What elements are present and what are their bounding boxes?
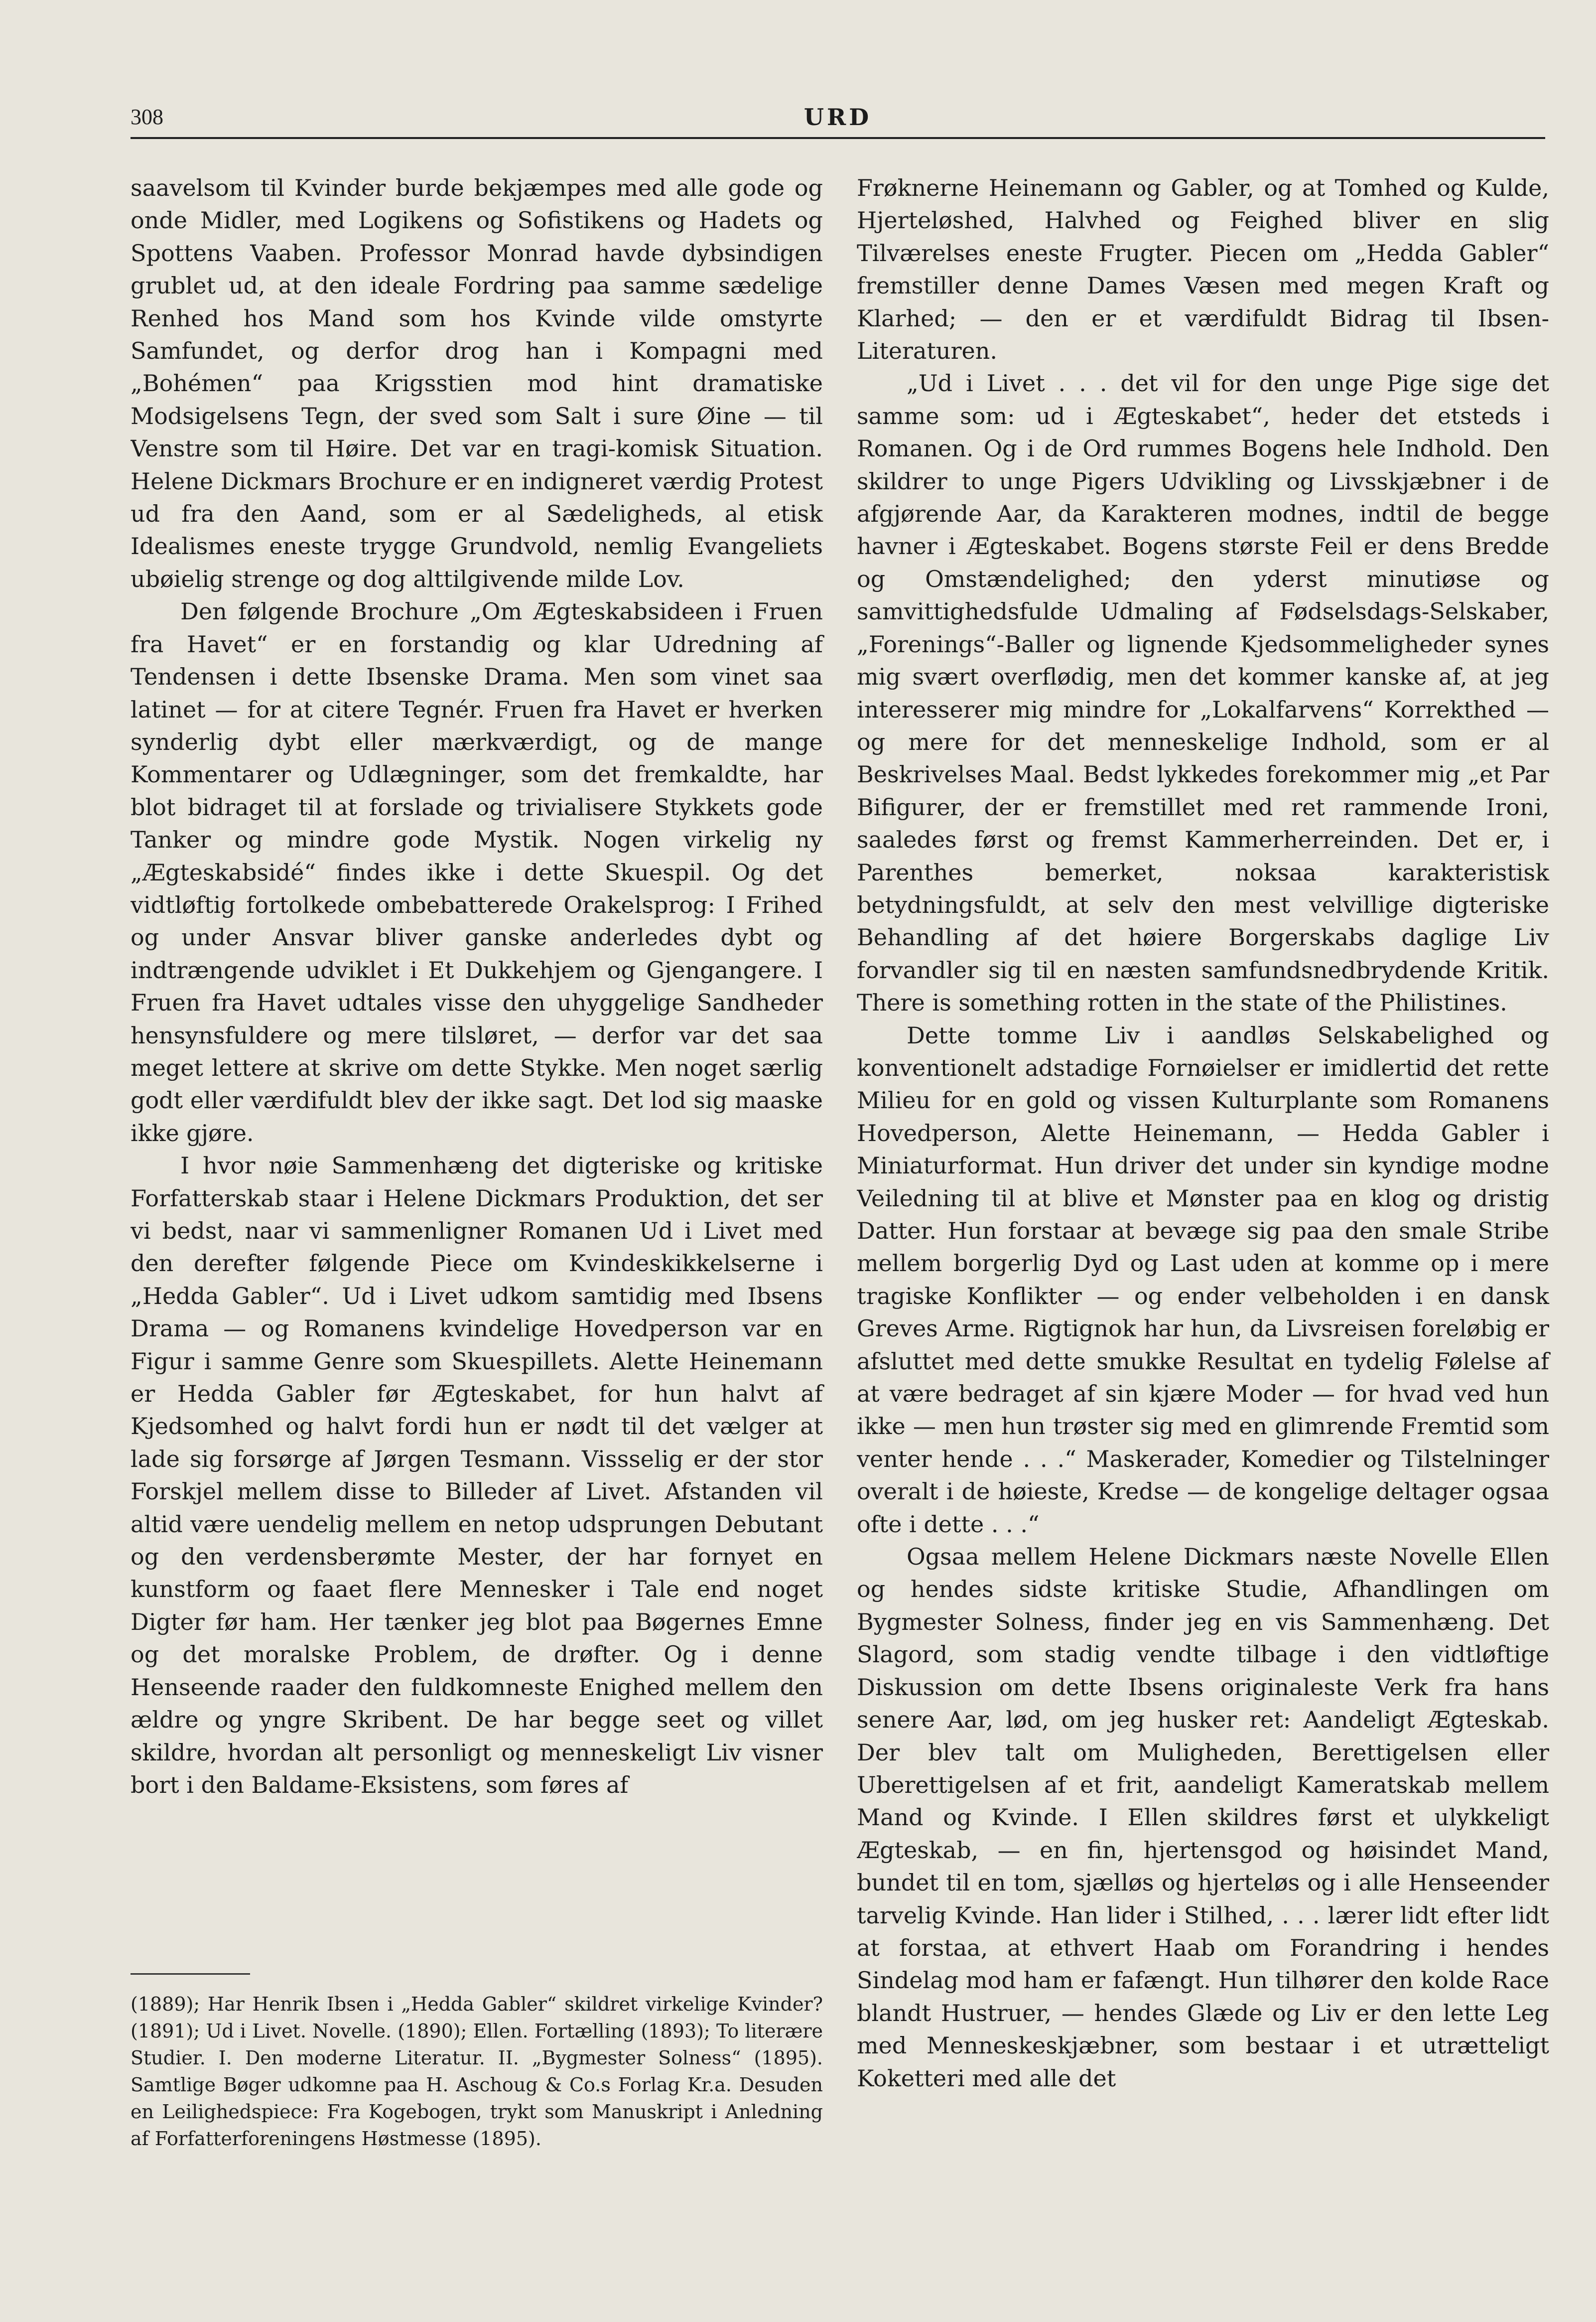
page-number: 308 xyxy=(131,105,163,129)
paragraph: Ogsaa mellem Helene Dickmars næste Novelle Ellen og hendes sidste kritiske Studie, Afhandlingen om Bygmester Solness, finder jeg en vis Sammenhæng. Det Slagord, som stadig vendte tilbage i den vidtløftige Diskussion om dette Ibsens originaleste Verk fra hans senere Aar, lød, om jeg husker ret: Aandeligt Ægteskab. Der blev talt om Muligheden, Berettigelsen eller Uberettigelsen af et frit, aandeligt Kameratskab mellem Mand og Kvinde. I Ellen skildres først et ulykkeligt Ægteskab, — en fin, hjertensgod og høisindet Mand, bundet til en tom, sjælløs og hjerteløs og i alle Henseender tarvelig Kvinde. Han lider i Stilhed, . . . lærer lidt efter lidt at forstaa, at ethvert Haab om Forandring i hendes Sindelag mod ham er fafængt. Hun tilhører den kolde Race blandt Hustruer, — hendes Glæde og Liv er den lette Leg med Menneskeskjæbner, som bestaar i et utrætteligt Koketteri med alle det xyxy=(857,1543,1549,2092)
paragraph: Dette tomme Liv i aandløs Selskabelighed og konventionelt adstadige Fornøielser er imidlertid det rette Milieu for en gold og vissen Kulturplante som Romanens Hovedperson, Alette Heinemann, — Hedda Gabler i Miniaturformat. Hun driver det under sin kyndige modne Veiledning til at blive et Mønster paa en klog og dristig Datter. Hun forstaar at bevæge sig paa den smale Stribe mellem borgerlig Dyd og Last uden at komme op i mere tragiske Konflikter — og ender velbeholden i en dansk Greves Arme. Rigtignok har hun, da Livsreisen foreløbig er afsluttet med dette smukke Resultat en tydelig Følelse af at være bedraget af sin kjære Moder — for hvad ved hun ikke — men hun trøster sig med en glimrende Fremtid som venter hende . . .“ Maskerader, Komedier og Tilstelninger overalt i de høieste, Kredse — de kongelige deltager ogsaa ofte i dette . . .“ xyxy=(857,1021,1549,1538)
footnote xyxy=(131,1991,823,2152)
right-column xyxy=(857,172,1549,2095)
left-column-frame xyxy=(131,172,828,1986)
right-column-frame xyxy=(857,172,1554,2195)
footnote-rule xyxy=(131,1973,250,1975)
page-header xyxy=(131,102,1545,137)
paragraph: I hvor nøie Sammenhæng det digteriske og kritiske Forfatterskab staar i Helene Dickmars Produktion, det ser vi bedst, naar vi sammenligner Romanen Ud i Livet med den derefter følgende Piece om Kvindeskikkelserne i „Hedda Gabler“. Ud i Livet udkom samtidig med Ibsens Drama — og Romanens kvindelige Hovedperson var en Figur i samme Genre som Skuespillets. Alette Heinemann er Hedda Gabler før Ægteskabet, for hun halvt af Kjedsomhed og halvt fordi hun er nødt til det vælger at lade sig forsørge af Jørgen Tesmann. Vissselig er der stor Forskjel mellem disse to Billeder af Livet. Afstanden vil altid være uendelig mellem en netop udsprungen Debutant og den verdensberømte Mester, der har fornyet en kunstform og faaet flere Mennesker i Tale end noget Digter før ham. Her tænker jeg blot paa Bøgernes Emne og det moralske Problem, de drøfter. Og i denne Henseende raader den fuldkomneste Enighed mellem den ældre og yngre Skribent. De har begge seet og villet skildre, hvordan alt personligt og menneskeligt Liv visner bort i den Baldame-Eksistens, som føres af xyxy=(131,1152,823,1798)
running-head: URD xyxy=(803,104,872,131)
left-column xyxy=(131,172,823,1801)
paragraph: Den følgende Brochure „Om Ægteskabsideen i Fruen fra Havet“ er en forstandig og klar Udredning af Tendensen i dette Ibsenske Drama. Men som vinet saa latinet — for at citere Tegnér. Fruen fra Havet er hverken synderlig dybt eller mærkværdigt, og de mange Kommentarer og Udlægninger, som det fremkaldte, har blot bidraget til at forslade og trivialisere Stykkets gode Tanker og mindre gode Mystik. Nogen virkelig ny „Ægteskabsidé“ findes ikke i dette Skuespil. Og det vidtløftig fortolkede ombebatterede Orakelsprog: I Frihed og under Ansvar bliver ganske anderledes dybt og indtrængende udviklet i Et Dukkehjem og Gjengangere. I Fruen fra Havet udtales visse den uhyggelige Sandheder hensynsfuldere og mere tilsløret, — derfor var det saa meget lettere at skrive om dette Stykke. Men noget særlig godt eller værdifuldt blev der ikke sagt. Det lod sig maaske ikke gjøre. xyxy=(131,598,823,1147)
paragraph: „Ud i Livet . . . det vil for den unge Pige sige det samme som: ud i Ægteskabet“, heder det etsteds i Romanen. Og i de Ord rummes Bogens hele Indhold. Den skildrer to unge Pigers Udvikling og Livsskjæbner i de afgjørende Aar, da Karakteren modnes, indtil de begge havner i Ægteskabet. Bogens største Feil er dens Bredde og Omstændelighed; den yderst minutiøse og samvittighedsfulde Udmaling af Fødselsdags-Selskaber, „Forenings“-Baller og lignende Kjedsommeligheder synes mig svært overflødig, men det kommer kanske af, at jeg interesserer mig mindre for „Lokalfarvens“ Korrekthed — og mere for det menneskelige Indhold, som er al Beskrivelses Maal. Bedst lykkedes forekommer mig „et Par Bifigurer, der er fremstillet med ret rammende Ironi, saaledes først og fremst Kammerherreinden. Det er, i Parenthes bemerket, noksaa karakteristisk betydningsfuldt, at selv den mest velvillige digteriske Behandling af det høiere Borgerskabs daglige Liv forvandler sig til en næsten samfundsnedbrydende Kritik. There is something rotten in the state of the Philistines. xyxy=(857,370,1549,1016)
header-rule xyxy=(131,137,1545,139)
paragraph: Frøknerne Heinemann og Gabler, og at Tomhed og Kulde, Hjerteløshed, Halvhed og Feighed bliver en slig Tilværelses eneste Frugter. Piecen om „Hedda Gabler“ fremstiller denne Dames Væsen med megen Kraft og Klarhed; — den er et værdifuldt Bidrag til Ibsen-Literaturen. xyxy=(857,174,1549,365)
footnote-text: (1889); Har Henrik Ibsen i „Hedda Gabler“ skildret virkelige Kvinder? (1891); Ud i Livet. Novelle. (1890); Ellen. Fortælling (1893); To literære Studier. I. Den moderne Literatur. II. „Bygmester Solness“ (1895). Samtlige Bøger udkomne paa H. Aschoug & Co.s Forlag Kr.a. Desuden en Leilighedspiece: Fra Kogebogen, trykt som Manuskript i Anledning af Forfatterforeningens Høstmesse (1895). xyxy=(131,1993,823,2150)
paragraph: saavelsom til Kvinder burde bekjæmpes med alle gode og onde Midler, med Logikens og Sofistikens og Hadets og Spottens Vaaben. Professor Monrad havde dybsindigen grublet ud, at den ideale Fordring paa samme sædelige Renhed hos Mand som hos Kvinde vilde omstyrte Samfundet, og derfor drog han i Kompagni med „Bohémen“ paa Krigsstien mod hint dramatiske Modsigelsens Tegn, der sved som Salt i sure Øine — til Venstre som til Høire. Det var en tragi-komisk Situation. Helene Dickmars Brochure er en indigneret værdig Protest ud fra den Aand, som er al Sædeligheds, al etisk Idealismes eneste trygge Grundvold, nemlig Evangeliets ubøielig strenge og dog alttilgivende milde Lov. xyxy=(131,174,823,592)
